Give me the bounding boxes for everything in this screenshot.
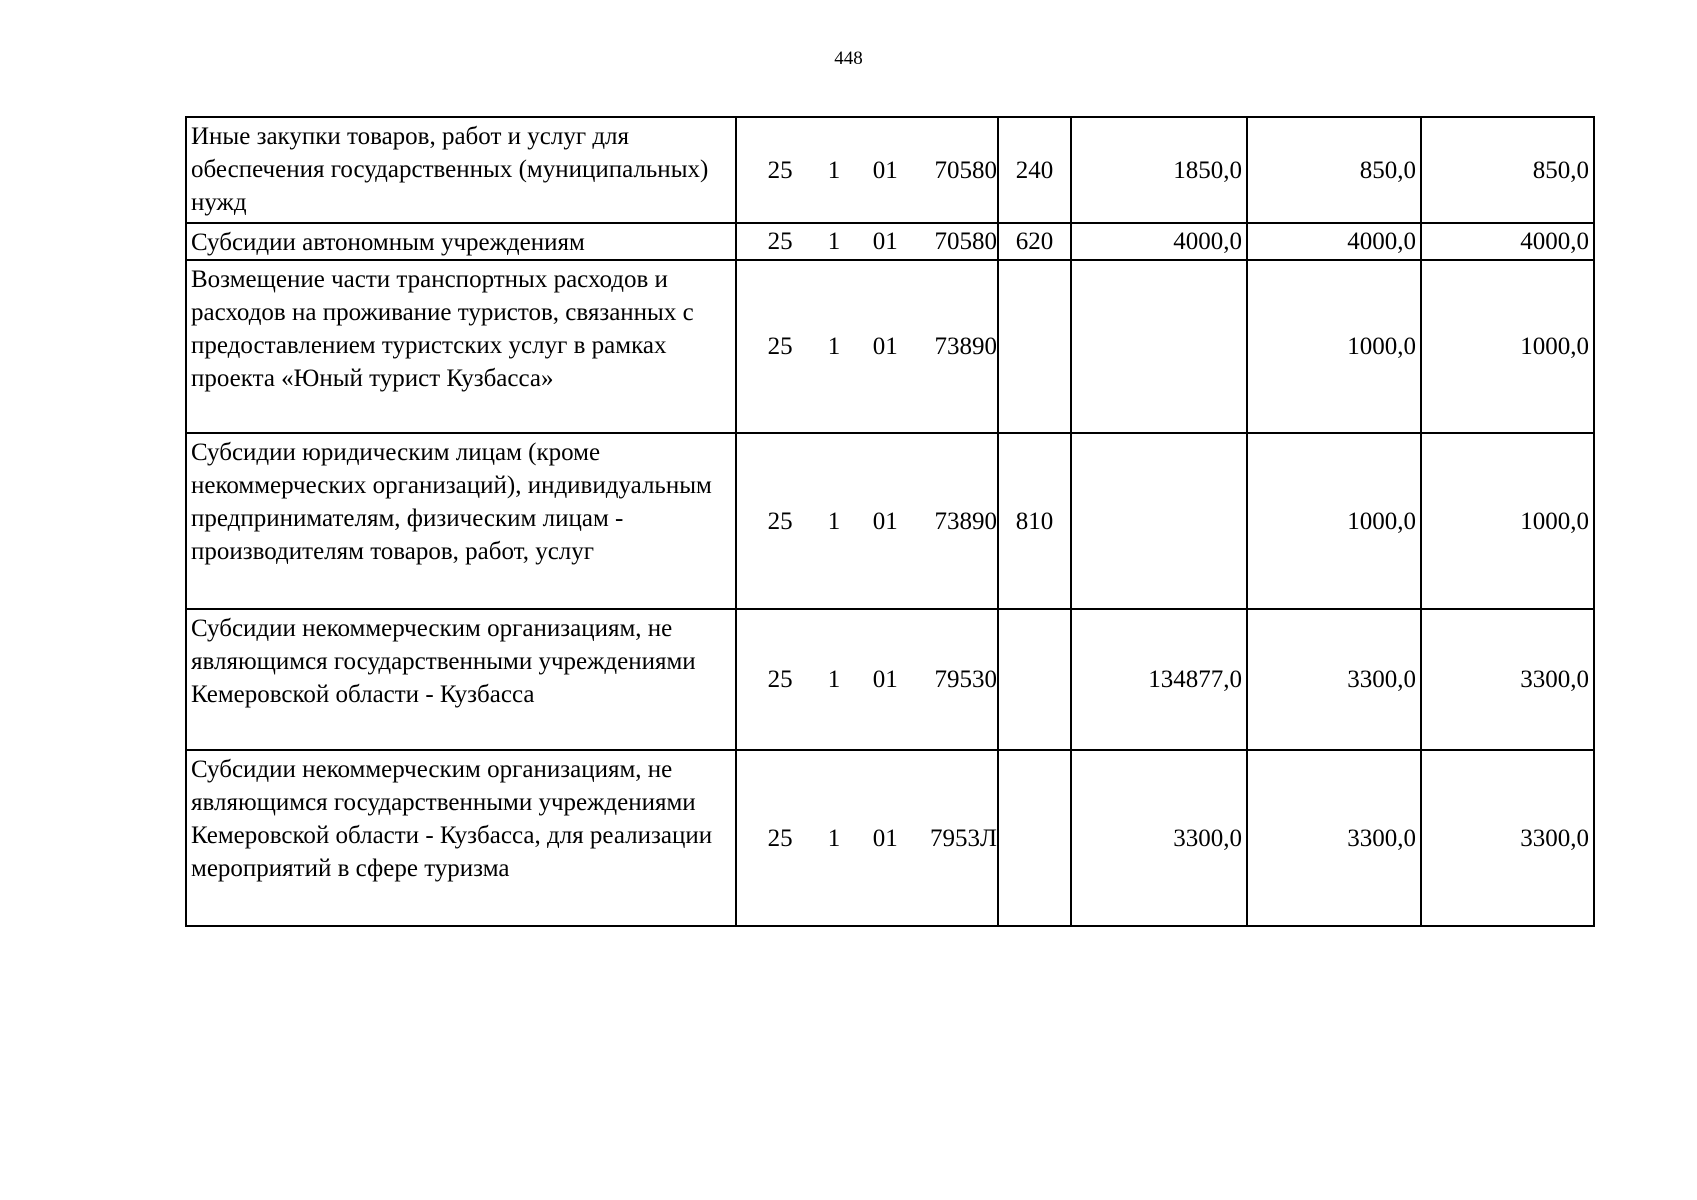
amount-year-2: 4000,0	[1247, 223, 1421, 260]
amount-year-3: 3300,0	[1421, 609, 1594, 750]
row-description: Субсидии некоммерческим организациям, не являющимся государственными учреждениями Кемеровской области - Кузбасса	[186, 609, 736, 750]
expense-type-code: 810	[998, 433, 1071, 609]
expense-type-code	[998, 260, 1071, 433]
row-codes	[736, 117, 998, 223]
program-code: 25	[767, 333, 793, 360]
subprogram-code: 1	[827, 156, 841, 184]
amount-year-2: 3300,0	[1247, 609, 1421, 750]
row-codes	[736, 223, 998, 260]
event-code: 01	[872, 333, 898, 360]
amount-year-2: 1000,0	[1247, 260, 1421, 433]
row-description: Субсидии юридическим лицам (кроме некоммерческих организаций), индивидуальным предпринимателям, физическим лицам - производителям товаров, работ, услуг	[186, 433, 736, 609]
amount-year-1: 4000,0	[1071, 223, 1247, 260]
amount-year-1: 3300,0	[1071, 750, 1247, 926]
expense-type-code	[998, 750, 1071, 926]
table-row	[186, 750, 1594, 926]
table-row	[186, 117, 1594, 223]
event-code: 01	[872, 507, 898, 535]
page-number: 448	[834, 48, 863, 69]
event-code: 01	[872, 228, 898, 255]
program-code: 25	[767, 666, 793, 693]
row-codes	[736, 260, 998, 433]
subprogram-code: 1	[827, 228, 841, 255]
direction-code: 73890	[934, 333, 998, 360]
amount-year-2: 850,0	[1247, 117, 1421, 223]
amount-year-3: 4000,0	[1421, 223, 1594, 260]
subprogram-code: 1	[827, 666, 841, 693]
table-row	[186, 433, 1594, 609]
row-description: Иные закупки товаров, работ и услуг для обеспечения государственных (муниципальных) нужд	[186, 117, 736, 223]
program-code: 25	[767, 156, 793, 184]
event-code: 01	[872, 666, 898, 693]
amount-year-2: 1000,0	[1247, 433, 1421, 609]
table-row	[186, 223, 1594, 260]
amount-year-3: 850,0	[1421, 117, 1594, 223]
direction-code: 79530	[934, 666, 998, 693]
program-code: 25	[767, 507, 793, 535]
event-code: 01	[872, 824, 898, 852]
amount-year-1	[1071, 433, 1247, 609]
amount-year-1: 134877,0	[1071, 609, 1247, 750]
expense-type-code: 620	[998, 223, 1071, 260]
expense-type-code: 240	[998, 117, 1071, 223]
table-row	[186, 609, 1594, 750]
program-code: 25	[767, 824, 793, 852]
amount-year-3: 1000,0	[1421, 433, 1594, 609]
row-codes	[736, 609, 998, 750]
row-codes	[736, 433, 998, 609]
direction-code: 73890	[934, 507, 998, 535]
direction-code: 7953Л	[930, 824, 998, 852]
amount-year-3: 3300,0	[1421, 750, 1594, 926]
budget-table	[185, 116, 1595, 927]
program-code: 25	[767, 228, 793, 255]
subprogram-code: 1	[827, 507, 841, 535]
row-codes	[736, 750, 998, 926]
row-description: Субсидии автономным учреждениям	[186, 223, 736, 260]
table-row	[186, 260, 1594, 433]
direction-code: 70580	[934, 228, 998, 255]
amount-year-3: 1000,0	[1421, 260, 1594, 433]
event-code: 01	[872, 156, 898, 184]
subprogram-code: 1	[827, 333, 841, 360]
amount-year-1	[1071, 260, 1247, 433]
amount-year-2: 3300,0	[1247, 750, 1421, 926]
direction-code: 70580	[934, 156, 998, 184]
expense-type-code	[998, 609, 1071, 750]
amount-year-1: 1850,0	[1071, 117, 1247, 223]
subprogram-code: 1	[827, 824, 841, 852]
row-description: Возмещение части транспортных расходов и расходов на проживание туристов, связанных с предоставлением туристских услуг в рамках проекта «Юный турист Кузбасса»	[186, 260, 736, 433]
row-description: Субсидии некоммерческим организациям, не являющимся государственными учреждениями Кемеровской области - Кузбасса, для реализации мероприятий в сфере туризма	[186, 750, 736, 926]
